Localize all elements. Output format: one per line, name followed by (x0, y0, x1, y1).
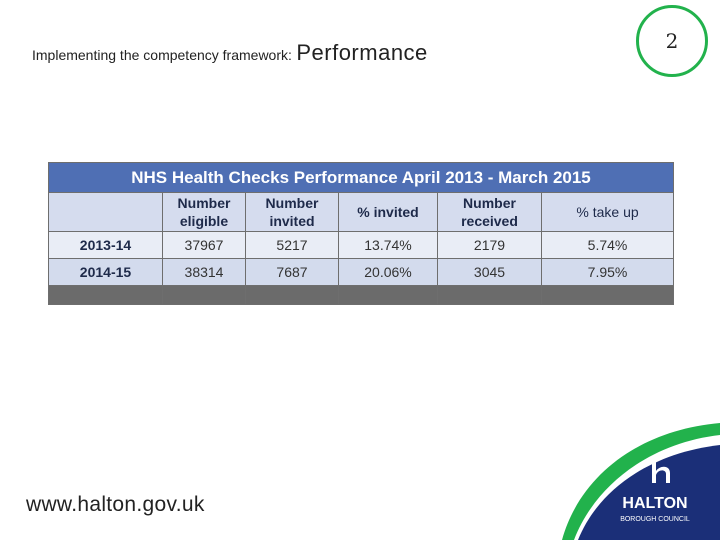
halton-logo (560, 415, 720, 540)
logo-subtext: BOROUGH COUNCIL (620, 516, 690, 523)
performance-table (48, 162, 674, 305)
cell-received: 3045 (438, 259, 542, 286)
header-cell-eligible (163, 193, 246, 232)
page-number-badge (636, 5, 708, 77)
header-received-line2: received (461, 213, 518, 229)
blank-cell (49, 286, 163, 305)
page-number: 2 (665, 29, 679, 53)
page-title (32, 40, 428, 66)
blank-cell (246, 286, 339, 305)
cell-received: 2179 (438, 232, 542, 259)
title-prefix: Implementing the competency framework: (32, 47, 292, 63)
blank-cell (542, 286, 674, 305)
logo-text: HALTON (622, 495, 688, 512)
cell-pct-invited: 13.74% (339, 232, 438, 259)
blank-cell (438, 286, 542, 305)
table-row (49, 232, 674, 259)
table-header-row (49, 193, 674, 232)
blank-cell (339, 286, 438, 305)
cell-year: 2014-15 (49, 259, 163, 286)
header-invited-line2: invited (269, 213, 315, 229)
cell-invited: 7687 (246, 259, 339, 286)
header-cell-take-up: % take up (542, 193, 674, 232)
header-cell-invited (246, 193, 339, 232)
blank-cell (163, 286, 246, 305)
header-cell-received (438, 193, 542, 232)
table-blank-row (49, 286, 674, 305)
title-main: Performance (296, 40, 428, 65)
table-row (49, 259, 674, 286)
cell-take-up: 7.95% (542, 259, 674, 286)
cell-invited: 5217 (246, 232, 339, 259)
header-eligible-line1: Number (177, 195, 231, 211)
cell-year: 2013-14 (49, 232, 163, 259)
cell-eligible: 37967 (163, 232, 246, 259)
header-cell-year (49, 193, 163, 232)
header-received-line1: Number (463, 195, 516, 211)
cell-eligible: 38314 (163, 259, 246, 286)
header-eligible-line2: eligible (179, 213, 229, 229)
header-invited-line1: Number (265, 195, 319, 211)
table-title: NHS Health Checks Performance April 2013 - March 2015 (49, 163, 674, 193)
footer-url: www.halton.gov.uk (26, 493, 205, 516)
header-cell-pct-invited: % invited (339, 193, 438, 232)
cell-pct-invited: 20.06% (339, 259, 438, 286)
cell-take-up: 5.74% (542, 232, 674, 259)
